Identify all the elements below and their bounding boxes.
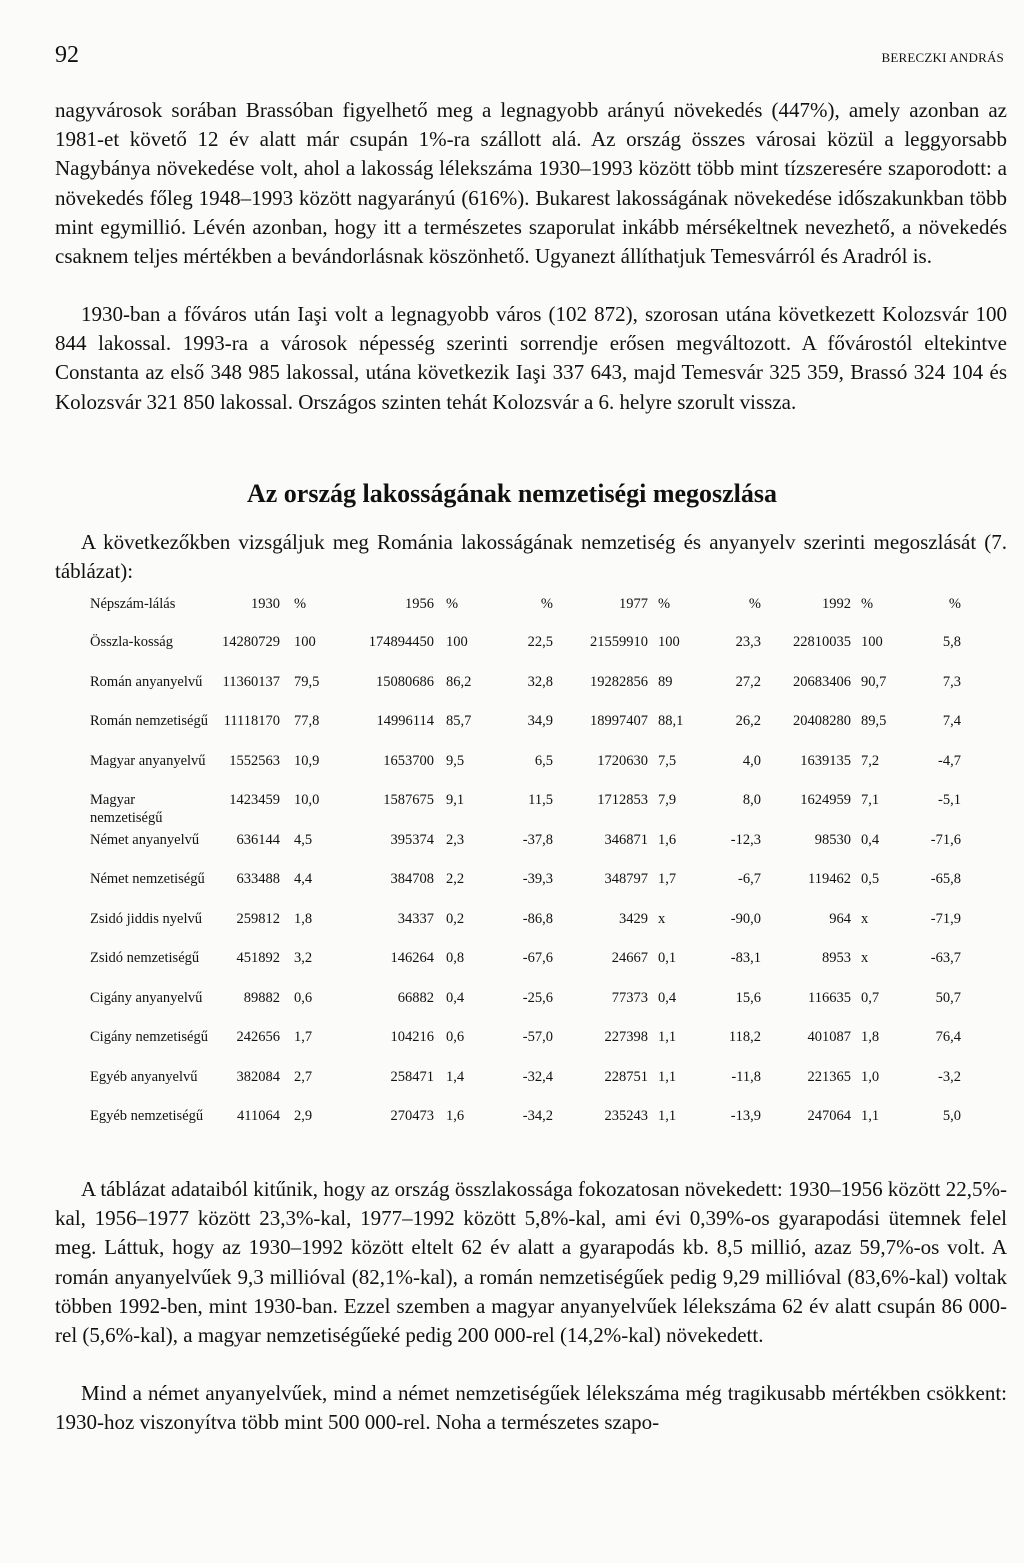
row-label: Egyéb nemzetiségű: [90, 1108, 204, 1124]
table-cell: 0,6: [294, 989, 313, 1006]
table-cell: 22,5: [527, 634, 553, 650]
table-cell: 0,8: [446, 950, 465, 966]
row-label: Német anyanyelvű: [90, 831, 200, 848]
table-cell: 5,8: [942, 634, 961, 650]
table-row: [90, 792, 961, 832]
table-cell: 22810035: [793, 634, 851, 650]
table-cell: 0,7: [861, 989, 880, 1006]
row-label: Cigány nemzetiségű: [90, 1029, 208, 1045]
table-cell: 3429: [619, 910, 648, 927]
table-cell: 1624959: [800, 792, 851, 808]
row-label: Magyar anyanyelvű: [90, 752, 206, 769]
table-cell: 1552563: [229, 752, 280, 769]
table-cell: 0,1: [658, 950, 677, 966]
row-label: Összla-kosság: [90, 634, 173, 650]
table-cell: 8953: [822, 950, 851, 966]
table-cell: -6,7: [738, 871, 761, 887]
table-cell: 20408280: [793, 713, 851, 729]
table-cell: 382084: [236, 1068, 280, 1085]
table-cell: 27,2: [735, 673, 761, 690]
table-cell: 20683406: [793, 673, 851, 690]
table-row: [90, 832, 961, 872]
table-cell: 242656: [236, 1029, 280, 1045]
population-table: [90, 596, 961, 1148]
table-cell: -13,9: [730, 1108, 761, 1124]
table-cell: 15080686: [376, 673, 434, 690]
table-cell: 119462: [808, 871, 851, 887]
table-cell: 9,1: [446, 792, 465, 808]
table-cell: 1,0: [861, 1068, 880, 1085]
table-cell: 76,4: [935, 1029, 961, 1045]
table-cell: 100: [861, 634, 883, 650]
table-cell: 77373: [611, 989, 648, 1006]
table-cell: 384708: [390, 871, 434, 887]
table-cell: 7,5: [658, 752, 677, 769]
table-cell: 21559910: [590, 634, 648, 650]
table-row: [90, 634, 961, 674]
row-label: Zsidó jiddis nyelvű: [90, 910, 202, 927]
table-cell: -37,8: [522, 831, 553, 848]
table-cell: -11,8: [731, 1068, 761, 1085]
table-cell: 1587675: [383, 792, 434, 808]
table-cell: 5,0: [942, 1108, 961, 1124]
table-cell: 1720630: [597, 752, 648, 769]
table-cell: 2,3: [446, 831, 465, 848]
table-cell: 1639135: [800, 752, 851, 769]
table-cell: 89882: [243, 989, 280, 1006]
table-cell: 1712853: [597, 792, 648, 808]
table-cell: 32,8: [527, 673, 553, 690]
row-label: Magyar nemzetiségű: [90, 792, 163, 826]
table-cell: 0,4: [446, 989, 465, 1006]
table-cell: 2,2: [446, 871, 465, 887]
table-cell: 0,2: [446, 910, 465, 927]
table-cell: -86,8: [522, 910, 553, 927]
paragraph-city-ranking: 1930-ban a főváros után Iaşi volt a legnagyobb város (102 872), szorosan utána következett Kolozsvár 100 844 lakossal. 1993-ra a városok népesség szerinti sorrendje erősen megváltozott. A fővárostól eltekintve Constanta az első 348 985 lakossal, utána következik Iaşi 337 643, majd Temesvár 325 359, Brassó 324 104 és Kolozsvár 321 850 lakossal. Országos szinten tehát Kolozsvár a 6. helyre szorult vissza.: [55, 302, 1007, 414]
table-cell: 227398: [604, 1029, 648, 1045]
table-cell: -71,6: [930, 831, 961, 848]
table-cell: 146264: [390, 950, 434, 966]
table-cell: 348797: [604, 871, 648, 887]
table-cell: 7,4: [942, 713, 961, 729]
table-cell: -12,3: [730, 831, 761, 848]
table-cell: 636144: [236, 831, 280, 848]
table-cell: 2,7: [294, 1068, 313, 1085]
table-cell: 4,4: [294, 871, 313, 887]
column-header: 1977: [619, 596, 648, 612]
table-cell: 1,1: [658, 1068, 677, 1085]
table-cell: 10,9: [294, 752, 320, 769]
table-cell: 633488: [236, 871, 280, 887]
table-cell: x: [658, 910, 666, 927]
table-cell: 0,4: [861, 831, 880, 848]
table-row: [90, 990, 961, 1030]
row-label: Cigány anyanyelvű: [90, 989, 203, 1006]
table-cell: 100: [446, 634, 468, 650]
table-cell: 7,3: [942, 673, 961, 690]
paragraph-table-analysis: A táblázat adataiból kitűnik, hogy az ország összlakossága fokozatosan növekedett: 1930–1956 között 22,5%-kal, 1956–1977 között 23,3%-kal, 1977–1992 között 5,8%-kal, ami évi 0,39%-os gyarapodási ütemnek felel meg. Láttuk, hogy az 1930–1992 között eltelt 62 év alatt a gyarapodás kb. 8,5 millió, azaz 59,7%-os volt. A román anyanyelvűek 9,3 millióval (82,1%-kal), a román nemzetiségűek pedig 9,29 millióval (83,6%-kal) voltak többen 1992-ben, mint 1930-ban. Ezzel szemben a magyar anyanyelvűek lélekszáma 62 év alatt csupán 86 000-rel (5,6%-kal), a magyar nemzetiségűeké pedig 200 000-rel (14,2%-kal) növekedett.: [55, 1177, 1007, 1348]
table-cell: 346871: [604, 831, 648, 848]
column-header: 1956: [405, 596, 434, 612]
table-cell: 11118170: [223, 713, 280, 729]
table-cell: 258471: [390, 1068, 434, 1085]
row-label: Német nemzetiségű: [90, 871, 205, 887]
table-cell: 1,8: [294, 910, 313, 927]
table-cell: 247064: [807, 1108, 851, 1124]
column-header: %: [658, 596, 671, 612]
column-header: %: [948, 596, 961, 612]
table-cell: 98530: [814, 831, 851, 848]
table-cell: 11,5: [528, 792, 553, 808]
table-cell: -3,2: [938, 1068, 961, 1085]
table-row: [90, 1069, 961, 1109]
table-row: [90, 911, 961, 951]
table-cell: 0,5: [861, 871, 880, 887]
table-cell: -67,6: [522, 950, 553, 966]
table-cell: 964: [829, 910, 851, 927]
paragraph-table-intro: A következőkben vizsgáljuk meg Románia lakosságának nemzetiség és anyanyelv szerinti megoszlását (7. táblázat):: [55, 530, 1007, 584]
table-cell: 259812: [236, 910, 280, 927]
row-label: Zsidó nemzetiségű: [90, 950, 200, 966]
table-cell: 1,4: [446, 1068, 465, 1085]
table-cell: 88,1: [658, 713, 684, 729]
table-cell: 3,2: [294, 950, 313, 966]
table-cell: -90,0: [730, 910, 761, 927]
table-cell: 14996114: [376, 713, 434, 729]
table-cell: 1423459: [229, 792, 280, 808]
table-cell: 19282856: [590, 673, 648, 690]
table-cell: 18997407: [590, 713, 648, 729]
column-header: %: [861, 596, 874, 612]
table-cell: 90,7: [861, 673, 887, 690]
table-row: [90, 1029, 961, 1069]
table-cell: 89,5: [861, 713, 887, 729]
table-cell: 10,0: [294, 792, 320, 808]
table-row: [90, 713, 961, 753]
table-cell: 4,0: [742, 752, 761, 769]
table-cell: -63,7: [930, 950, 961, 966]
table-cell: 11360137: [222, 673, 280, 690]
paragraph-german-decline: Mind a német anyanyelvűek, mind a német nemzetiségűek lélekszáma még tragikusabb mértékben csökkent: 1930-hoz viszonyítva több mint 500 000-rel. Noha a természetes szapo-: [55, 1381, 1007, 1435]
table-cell: 395374: [390, 831, 434, 848]
table-cell: 1653700: [383, 752, 434, 769]
table-cell: 1,1: [861, 1108, 880, 1124]
table-cell: 89: [658, 673, 673, 690]
column-header: %: [446, 596, 459, 612]
table-cell: 100: [658, 634, 680, 650]
table-cell: -4,7: [938, 752, 961, 769]
table-cell: 401087: [807, 1029, 851, 1045]
table-cell: 24667: [611, 950, 648, 966]
table-cell: 0,4: [658, 989, 677, 1006]
column-header: %: [540, 596, 553, 612]
table-cell: 1,6: [658, 831, 677, 848]
table-cell: -65,8: [930, 871, 961, 887]
table-cell: -39,3: [522, 871, 553, 887]
row-label: Román nemzetiségű: [90, 713, 208, 729]
table-cell: 235243: [604, 1108, 648, 1124]
table-cell: 34337: [397, 910, 434, 927]
table-cell: 7,9: [658, 792, 677, 808]
table-cell: 100: [294, 634, 316, 650]
table-cell: 23,3: [735, 634, 761, 650]
table-cell: 85,7: [446, 713, 472, 729]
table-cell: 1,1: [658, 1029, 677, 1045]
table-cell: 1,7: [294, 1029, 313, 1045]
table-cell: 4,5: [294, 831, 313, 848]
table-cell: 34,9: [527, 713, 553, 729]
table-cell: 9,5: [446, 752, 465, 769]
table-cell: 86,2: [446, 673, 472, 690]
table-cell: 1,7: [658, 871, 677, 887]
row-label: Egyéb anyanyelvű: [90, 1068, 198, 1085]
running-head: BERECZKI ANDRÁS: [881, 50, 1004, 65]
table-cell: 50,7: [935, 989, 961, 1006]
table-cell: 270473: [390, 1108, 434, 1124]
table-row: [90, 950, 961, 990]
table-cell: 2,9: [294, 1108, 313, 1124]
paragraph-cities: nagyvárosok sorában Brassóban figyelhető meg a legnagyobb arányú növekedés (447%), amely azonban az 1981-et követő 12 év alatt már csupán 1%-ra szállott alá. Az ország összes városai közül a leggyorsabb Nagybánya növekedése volt, ahol a lakosság lélekszáma 1930–1993 között több mint tízszeresére szaporodott: a növekedés főleg 1948–1993 között nagyarányú (616%). Bukarest lakosságának növekedése időszakunkban több mint egymillió. Lévén azonban, hogy itt a természetes szaporulat inkább mérsékeltnek nevezhető, a növekedés csaknem teljes mértékben a bevándorlásnak köszönhető. Ugyanezt állíthatjuk Temesvárról és Aradról is.: [55, 98, 1007, 269]
table-cell: 8,0: [742, 792, 761, 808]
table-cell: 228751: [604, 1068, 648, 1085]
table-cell: 6,5: [534, 752, 553, 769]
table-cell: x: [861, 950, 869, 966]
table-cell: 15,6: [735, 989, 761, 1006]
table-row: [90, 871, 961, 911]
table-cell: 1,6: [446, 1108, 465, 1124]
page-number: 92: [55, 42, 79, 68]
table-cell: 26,2: [735, 713, 761, 729]
table-cell: 1,8: [861, 1029, 880, 1045]
table-cell: 104216: [390, 1029, 434, 1045]
table-cell: -57,0: [522, 1029, 553, 1045]
column-header: %: [294, 596, 307, 612]
table-cell: 7,2: [861, 752, 880, 769]
table-cell: 7,1: [861, 792, 880, 808]
table-cell: -25,6: [522, 989, 553, 1006]
section-title: Az ország lakosságának nemzetiségi megoszlása: [246, 479, 778, 508]
table-cell: 66882: [397, 989, 434, 1006]
table-cell: 77,8: [294, 713, 320, 729]
table-cell: x: [861, 910, 869, 927]
column-header: %: [748, 596, 761, 612]
table-cell: -34,2: [522, 1108, 553, 1124]
table-row: [90, 753, 961, 793]
table-cell: 0,6: [446, 1029, 465, 1045]
table-cell: 118,2: [728, 1029, 761, 1045]
table-cell: 79,5: [294, 673, 320, 690]
table-row: [90, 674, 961, 714]
table-cell: -71,9: [930, 910, 961, 927]
table-header-row: [90, 596, 961, 634]
column-header: 1992: [822, 596, 851, 612]
table-cell: 411064: [237, 1108, 280, 1124]
table-cell: 174894450: [368, 634, 434, 650]
row-label: Román anyanyelvű: [90, 673, 203, 690]
column-header: 1930: [251, 596, 280, 612]
table-cell: 116635: [808, 989, 851, 1006]
table-header-label: Népszám-lálás: [90, 596, 176, 612]
table-cell: 451892: [236, 950, 280, 966]
table-cell: 14280729: [222, 634, 280, 650]
table-cell: 1,1: [658, 1108, 677, 1124]
table-cell: -5,1: [938, 792, 961, 808]
table-row: [90, 1108, 961, 1148]
table-cell: 221365: [807, 1068, 851, 1085]
table-cell: -32,4: [522, 1068, 553, 1085]
table-cell: -83,1: [730, 950, 761, 966]
